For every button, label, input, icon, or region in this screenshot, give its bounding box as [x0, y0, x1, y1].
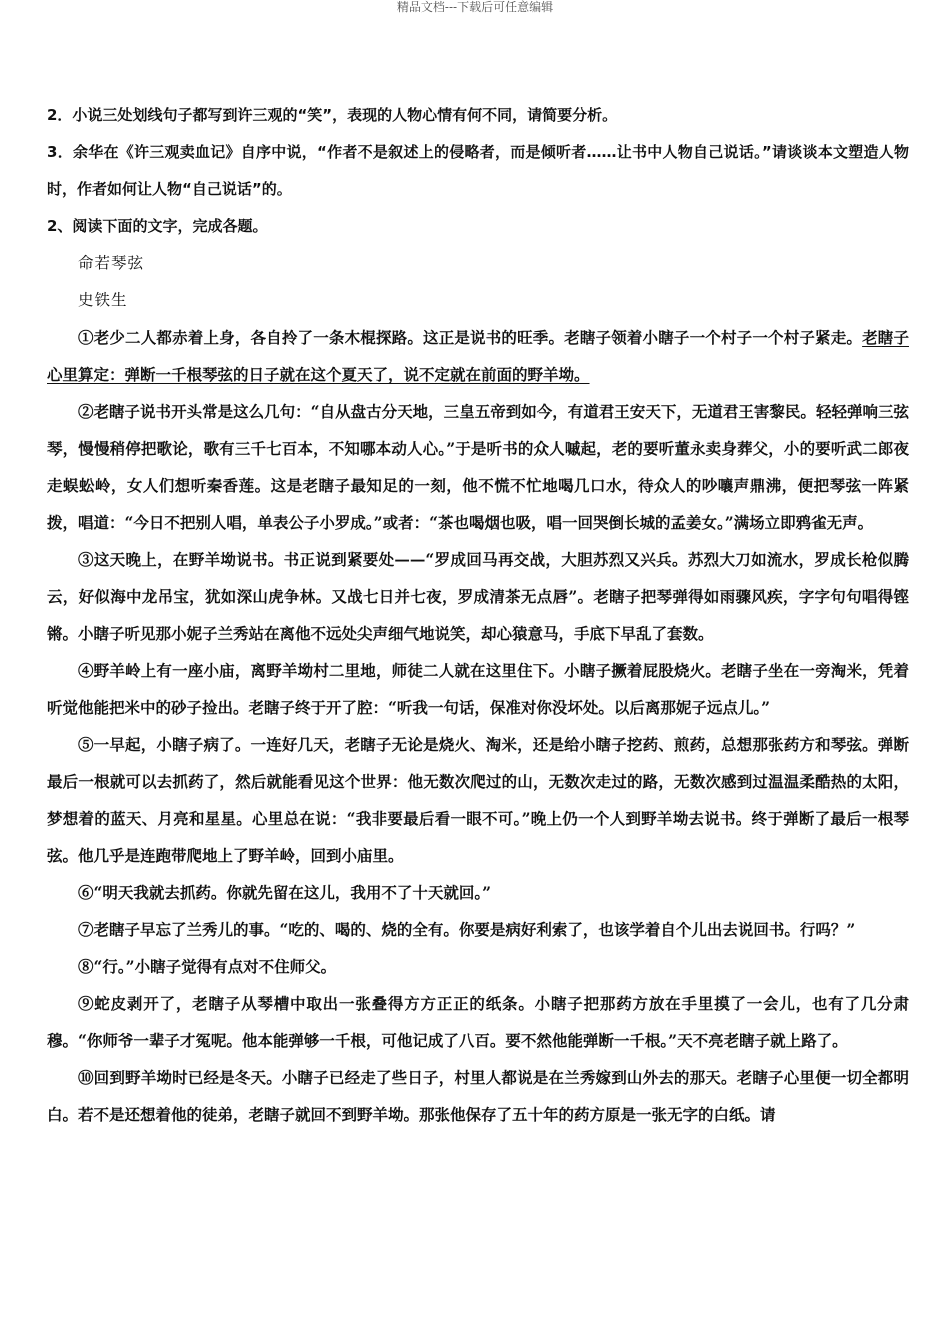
paragraph-3: ③这天晚上，在野羊坳说书。书正说到紧要处——“罗成回马再交战，大胆苏烈又兴兵。苏烈大刀如流水，罗成长枪似腾云，好似海中龙吊宝，犹如深山虎争林。又战七日并七夜，罗成清茶无点唇”。老瞎子把琴弹得如雨骤风疾，字字句句唱得铿锵。小瞎子听见那小妮子兰秀站在离他不远处尖声细气地说笑，却心猿意马，手底下早乱了套数。 [47, 550, 909, 643]
paragraph-10: ⑩回到野羊坳时已经是冬天。小瞎子已经走了些日子，村里人都说是在兰秀嫁到山外去的那天。老瞎子心里便一切全都明白。若不是还想着他的徒弟，老瞎子就回不到野羊坳。那张他保存了五十年的药方原是一张无字的白纸。请 [47, 1068, 909, 1124]
paragraph-4: ④野羊岭上有一座小庙，离野羊坳村二里地，师徒二人就在这里住下。小瞎子撅着屁股烧火。老瞎子坐在一旁淘米，凭着听觉他能把米中的砂子捡出。老瞎子终于开了腔：“听我一句话，保准对你没坏处。以后离那妮子远点儿。” [47, 661, 909, 717]
paragraph-5: ⑤一早起，小瞎子病了。一连好几天，老瞎子无论是烧火、淘米，还是给小瞎子挖药、煎药，总想那张药方和琴弦。弹断最后一根就可以去抓药了，然后就能看见这个世界：他无数次爬过的山，无数次走过的路，无数次感到过温温柔酷热的太阳，梦想着的蓝天、月亮和星星。心里总在说：“我非要最后看一眼不可。”晚上仍一个人到野羊坳去说书。终于弹断了最后一根琴弦。他几乎是连跑带爬地上了野羊岭，回到小庙里。 [47, 735, 909, 865]
story-title: 命若琴弦 [78, 254, 145, 272]
question-3: 3．余华在《许三观卖血记》自序中说，“作者不是叙述上的侵略者，而是倾听者……让书中人物自己说话。”请谈谈本文塑造人物时，作者如何让人物“自己说话”的。 [47, 143, 909, 198]
story-author: 史铁生 [78, 291, 128, 309]
document-body [47, 97, 909, 1133]
paragraph-6: ⑥“明天我就去抓药。你就先留在这儿，我用不了十天就回。” [78, 883, 492, 902]
paragraph-1 [47, 319, 909, 393]
paragraph-9: ⑨蛇皮剥开了，老瞎子从琴槽中取出一张叠得方方正正的纸条。小瞎子把那药方放在手里摸了一会儿，也有了几分肃穆。“你师爷一辈子才冤呢。他本能弹够一千根，可他记成了八百。要不然他能弹断一千根。”天不亮老瞎子就上路了。 [47, 994, 909, 1050]
section-instruction: 2、阅读下面的文字，完成各题。 [47, 217, 268, 235]
paragraph-2: ②老瞎子说书开头常是这么几句：“自从盘古分天地，三皇五帝到如今，有道君王安天下，无道君王害黎民。轻轻弹响三弦琴，慢慢稍停把歌论，歌有三千七百本，不知哪本动人心。”于是听书的众人嘁起，老的要听董永卖身葬父，小的要听武二郎夜走蜈蚣岭，女人们想听秦香莲。这是老瞎子最知足的一刻，他不慌不忙地喝几口水，待众人的吵嚷声鼎沸，便把琴弦一阵紧拨，唱道：“今日不把别人唱，单表公子小罗成。”或者：“茶也喝烟也吸，唱一回哭倒长城的孟姜女。”满场立即鸦雀无声。 [47, 402, 909, 532]
page-header: 精品文档---下载后可任意编辑 [396, 0, 554, 14]
paragraph-8: ⑧“行。”小瞎子觉得有点对不住师父。 [78, 957, 337, 976]
underlined-sentence: 老瞎子心里算定：弹断一千根琴弦的日子就在这个夏天了，说不定就在前面的野羊坳。 [47, 328, 909, 384]
paragraph-7: ⑦老瞎子早忘了兰秀儿的事。“吃的、喝的、烧的全有。你要是病好利索了，也该学着自个儿出去说回书。行吗？” [78, 920, 856, 939]
question-2: 2．小说三处划线句子都写到许三观的“笑”，表现的人物心情有何不同，请简要分析。 [47, 106, 618, 124]
paragraph-1-lead: ①老少二人都赤着上身，各自拎了一条木棍探路。这正是说书的旺季。老瞎子领着小瞎子一个村子一个村子紧走。 [78, 328, 863, 347]
